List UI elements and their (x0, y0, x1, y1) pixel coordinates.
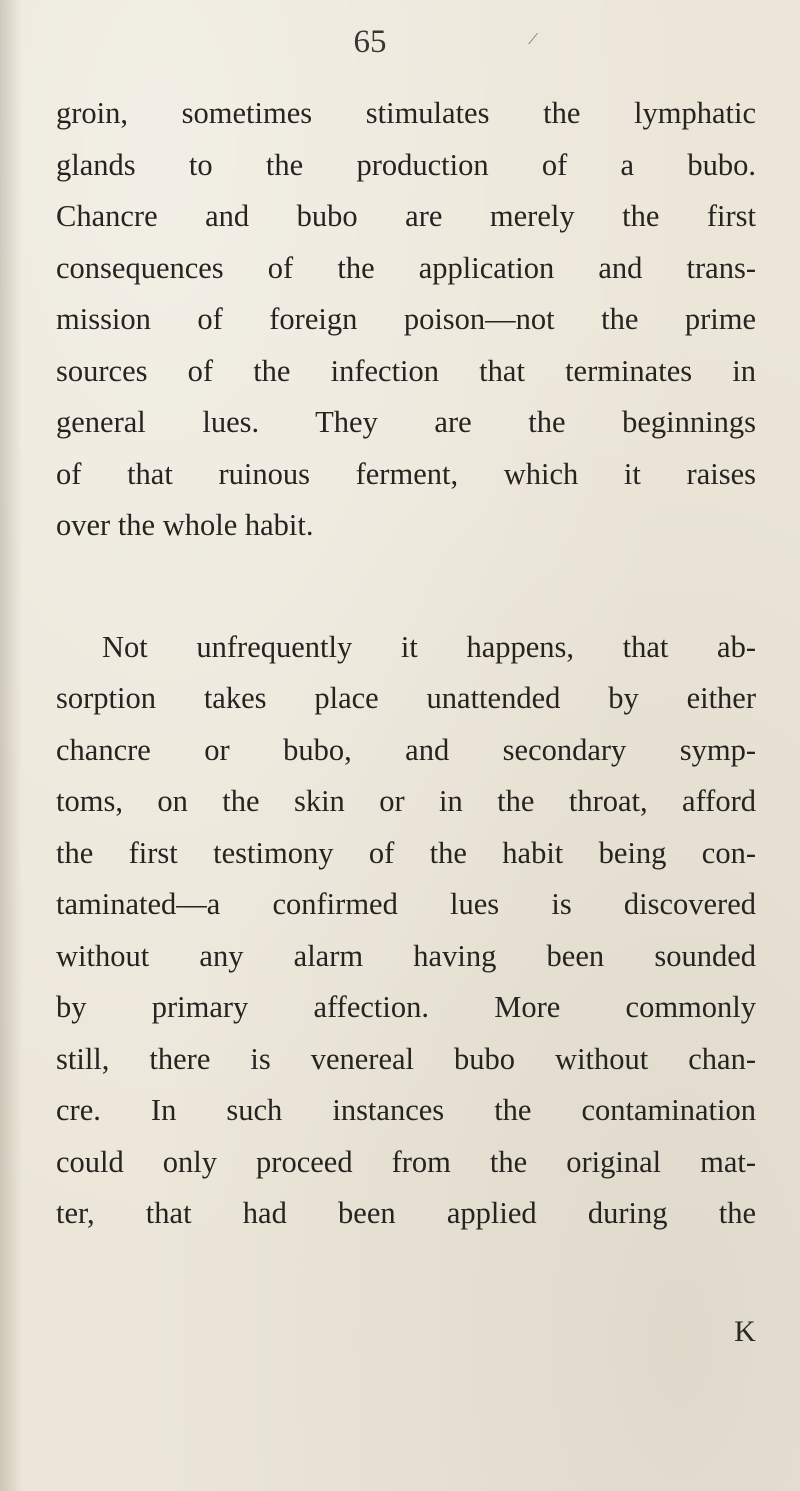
text-line: Not unfrequently it happens, that ab- (102, 629, 756, 664)
text-line: cre. In such instances the contamination (56, 1093, 756, 1127)
page-number: 65 (353, 24, 387, 60)
paragraph-gap (56, 552, 756, 622)
body-text (56, 88, 756, 1240)
paragraph-1 (56, 88, 756, 552)
text-line: Chancre and bubo are merely the first (56, 199, 756, 233)
text-line: mission of foreign poison—not the prime (56, 302, 756, 336)
text-line: ter, that had been applied during the (56, 1196, 756, 1230)
text-line: the first testimony of the habit being con- (56, 835, 756, 870)
text-line: over the whole habit. (56, 508, 314, 542)
page-gutter-shadow (0, 0, 22, 1491)
catchword: K (734, 1315, 756, 1348)
paragraph-2 (56, 622, 756, 1240)
text-line: glands to the production of a bubo. (56, 147, 756, 182)
text-line: toms, on the skin or in the throat, afford (56, 784, 756, 818)
text-line: could only proceed from the original mat- (56, 1144, 756, 1179)
text-line: taminated—a confirmed lues is discovered (56, 887, 756, 921)
text-line: sorption takes place unattended by either (56, 681, 756, 715)
text-line: still, there is venereal bubo without chan- (56, 1041, 756, 1076)
text-line: consequences of the application and trans- (56, 250, 756, 285)
text-line: general lues. They are the beginnings (56, 405, 756, 439)
text-line: sources of the infection that terminates in (56, 353, 756, 388)
text-line: chancre or bubo, and secondary symp- (56, 732, 756, 767)
text-line: of that ruinous ferment, which it raises (56, 456, 756, 491)
text-line: groin, sometimes stimulates the lymphatic (56, 96, 756, 130)
text-line: by primary affection. More commonly (56, 990, 756, 1024)
stray-pencil-mark: / (526, 27, 540, 51)
text-line: without any alarm having been sounded (56, 938, 756, 973)
